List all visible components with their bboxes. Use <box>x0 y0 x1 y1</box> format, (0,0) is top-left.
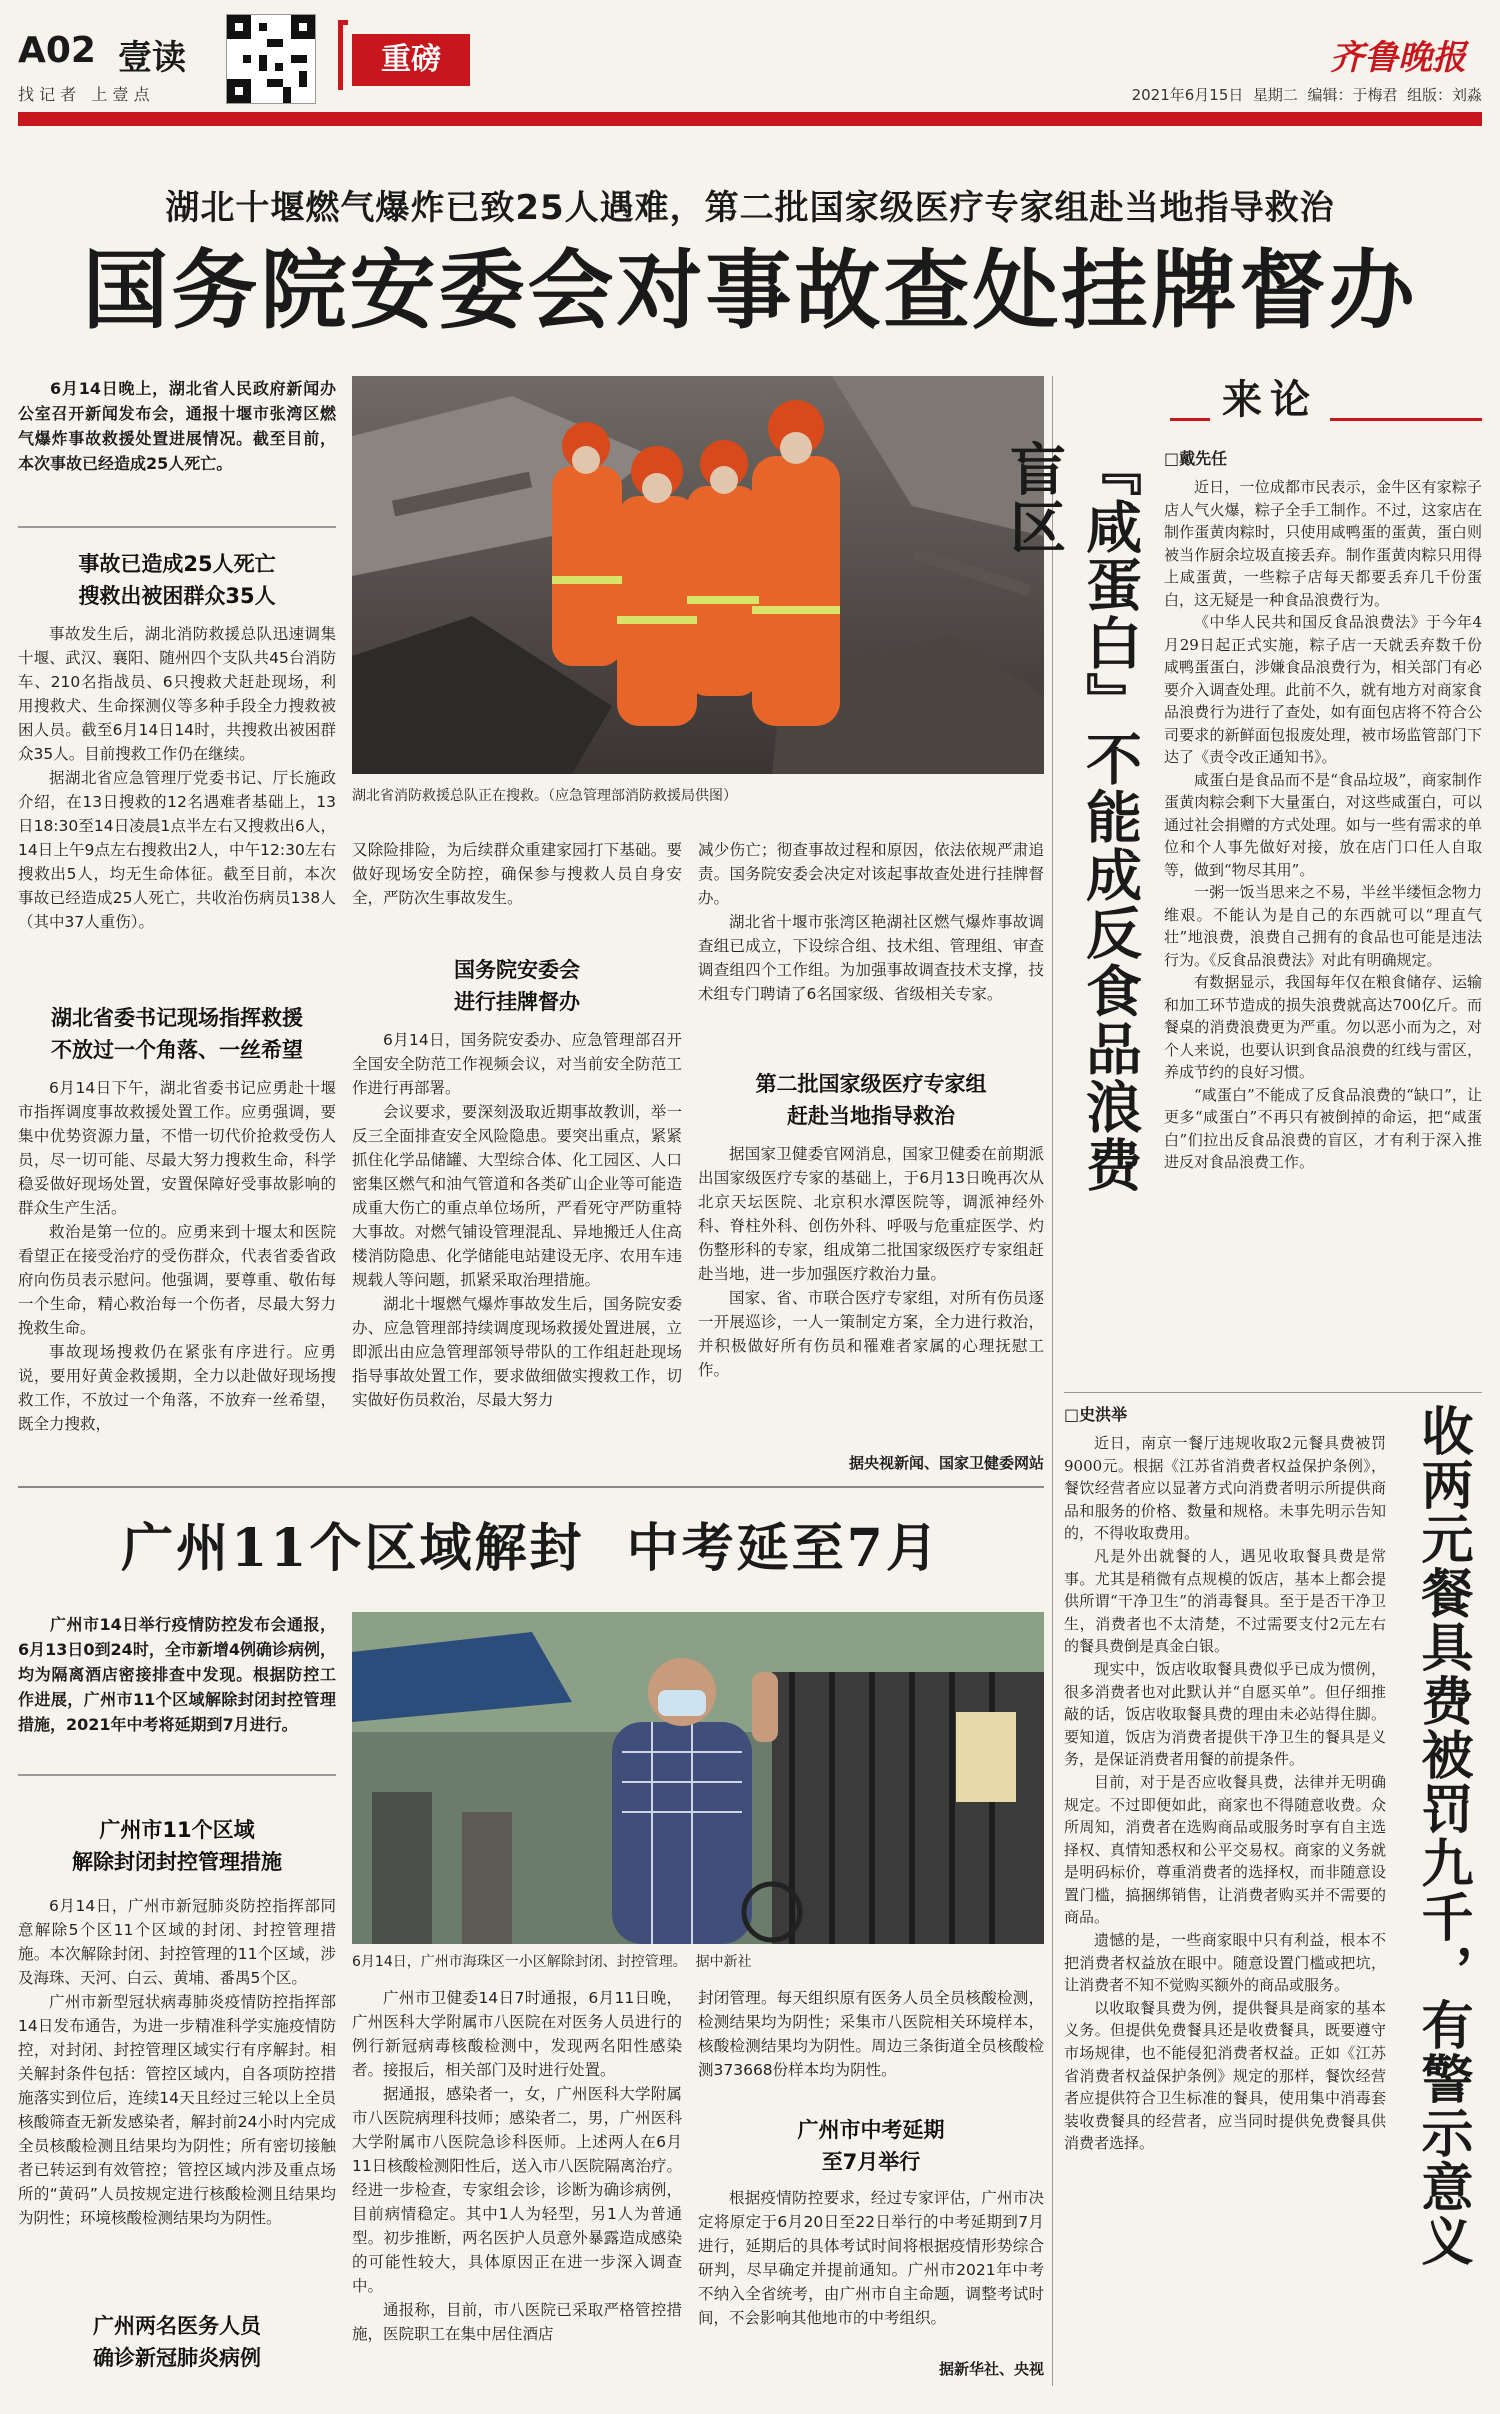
gz-sub-exam: 广州市中考延期 至7月举行 <box>797 2118 945 2174</box>
main-lead: 6月14日晚上，湖北省人民政府新闻办公室召开新闻发布会，通报十堰市张湾区燃气爆炸事故救援处置进展情况。截至目前，本次事故已经造成25人死亡。 <box>18 379 336 473</box>
qr-code-icon[interactable] <box>226 14 316 104</box>
page-number: A02 <box>18 30 96 71</box>
col1-text-b: 6月14日下午，湖北省委书记应勇赴十堰市指挥调度事故救援处置工作。应勇强调，要集中优势资源力量，不惜一切代价抢救受伤人员，尽一切可能、尽最大努力搜救生命，科学稳妥做好现场处置，安置保障好受事故影响的群众生产生活。 救治是第一位的。应勇来到十堰太和医院看望正在接受治疗的受伤群众，代表省委省政府向伤员表示慰问。他强调，要尊重、敬佑每一个生命，精心救治每一个伤者，尽最大努力挽救生命。 事故现场搜救仍在紧张有序进行。应勇说，要用好黄金救援期，全力以赴做好现场搜救工作，不放过一个角落，不放弃一丝希望，既全力搜救， <box>18 1079 336 1433</box>
opinion2-body: 近日，南京一餐厅违规收取2元餐具费被罚9000元。根据《江苏省消费者权益保护条例》，餐饮经营者应以显著方式向消费者明示所提供商品和服务的价格、数量和规格。未事先明示告知的，不得收取费用。 凡是外出就餐的人，遇见收取餐具费是常事。尤其是稍微有点规模的饭店，基本上都会提供所谓“干净卫生”的消毒餐具。至于是否干净卫生，消费者也不太清楚，不过需要支付2元左右的餐具费倒是真金白银。 现实中，饭店收取餐具费似乎已成为惯例，很多消费者也对此默认并“自愿买单”。但仔细推敲的话，饭店收取餐具费的理由未必站得住脚。要知道，饭店为消费者提供干净卫生的餐具是义务，是保证消费者用餐的前提条件。 目前，对于是否应收餐具费，法律并无明确规定。不过即便如此，商家也不得随意收费。众所周知，消费者在选购商品或服务时享有自主选择权、真情知悉权和公平交易权。商家的义务就是明码标价，尊重消费者的选择权，而非随意设置门槛，搞捆绑销售，让消费者购买并不需要的商品。 遗憾的是，一些商家眼中只有利益，根本不把消费者权益放在眼中。随意设置门槛或把坑，让消费者不知不觉购买额外的商品或服务。 以收取餐具费为例，提供餐具是商家的基本义务。但提供免费餐具还是收费餐具，既要遵守市场规律，也不能侵犯消费者权益。正如《江苏省消费者权益保护条例》规定的那样，餐饮经营者应提供符合卫生标准的餐具，使用集中消毒套装收费餐具的经营者，应当同时提供免费餐具供消费者选择。 <box>1064 1434 1386 2153</box>
col2-text-a: 又除险排险，为后续群众重建家园打下基础。要做好现场安全防控，确保参与搜救人员自身安全，严防次生事故发生。 <box>352 841 682 907</box>
right-column-divider <box>1052 376 1053 2386</box>
masthead-logo: 齐鲁晚报 <box>1330 38 1466 78</box>
col3-text-b: 据国家卫健委官网消息，国家卫健委在前期派出国家级医疗专家的基础上，于6月13日晚再次从北京天坛医院、北京积水潭医院等，调派神经外科、脊柱外科、创伤外科、呼吸与危重症医学、灼伤整形科的专家，组成第二批国家级医疗专家组赶赴当地，进一步加强医疗救治力量。 国家、省、市联合医疗专家组，对所有伤员逐一开展巡诊，一人一策制定方案，全力进行救治，并积极做好所有伤员和罹难者家属的心理抚慰工作。 <box>698 1145 1044 1379</box>
unlock-photo-caption: 6月14日，广州市海珠区一小区解除封闭、封控管理。 据中新社 <box>352 1954 752 1970</box>
section-name: 壹读 <box>118 38 186 78</box>
opinion1-body: 近日，一位成都市民表示，金牛区有家粽子店人气火爆，粽子全手工制作。不过，这家店在制作蛋黄肉粽时，只使用咸鸭蛋的蛋黄，蛋白则被当作厨余垃圾直接丢弃。制作蛋黄肉粽只用得上咸蛋黄，一些粽子店每天都要丢弃几千份蛋白，这无疑是一种食品浪费行为。 《中华人民共和国反食品浪费法》于今年4月29日起正式实施，粽子店一天就丢弃数千份咸鸭蛋蛋白，涉嫌食品浪费行为，相关部门有必要介入调查处理。此前不久，就有地方对商家食品浪费行为进行了查处，如有面包店将不符合公司要求的新鲜面包报废处理，被市场监管部门下达了《责令改正通知书》。 咸蛋白是食品而不是“食品垃圾”，商家制作蛋黄肉粽会剩下大量蛋白，对这些咸蛋白，可以通过社会捐赠的方式处理。如与一些有需求的单位和个人事先做好对接，放在店门口任人自取等，做到“物尽其用”。 一粥一饭当思来之不易，半丝半缕恒念物力维艰。不能认为是自己的东西就可以“理直气壮”地浪费，浪费自己拥有的食品也可能是违法行为。《反食品浪费法》对此有明确规定。 有数据显示，我国每年仅在粮食储存、运输和加工环节造成的损失浪费就高达700亿斤。而餐桌的消费浪费更为严重。勿以恶小而为之，对个人来说，也要认识到食品浪费的红线与雷区，养成节约的良好习惯。 “咸蛋白”不能成了反食品浪费的“缺口”，让更多“咸蛋白”不再只有被倒掉的命运，把“咸蛋白”们拉出反食品浪费的盲区，才有利于深入推进反对食品浪费工作。 <box>1164 478 1482 1171</box>
gz-col3-text-b: 根据疫情防控要求，经过专家评估，广州市决定将原定于6月20日至22日举行的中考延期到7月进行，延期后的具体考试时间将根据疫情形势综合研判，尽早确定并提前通知。广州市2021年中考不纳入全省统考，由广州市自主命题，调整考试时间，不会影响其他地市的中考组织。 <box>698 2189 1044 2327</box>
section-badge-bracket <box>338 20 348 90</box>
sub-death-toll: 事故已造成25人死亡 搜救出被困群众35人 <box>78 552 276 608</box>
col1-rule-top <box>18 526 336 528</box>
rescue-photo-caption: 湖北省消防救援总队正在搜救。（应急管理部消防救援局供图） <box>352 788 737 804</box>
gz-col1-text: 6月14日，广州市新冠肺炎防控指挥部同意解除5个区11个区域的封闭、封控管理措施。本次解除封闭、封控管理的11个区域，涉及海珠、天河、白云、黄埔、番禺5个区。 广州市新型冠状病毒肺炎疫情防控指挥部14日发布通告，为进一步精准科学实施疫情防控，对封闭、封控管理区域实行有序解封。相关解封条件包括：管控区域内，自各项防控措施落实到位后，连续14天且经过三轮以上全员核酸筛查无新发感染者，解封前24小时内完成全员核酸检测且结果均为阴性；所有密切接触者已转运到有效管控；管控区域内涉及重点场所的“黄码”人员按规定进行核酸检测且结果均为阴性；环境核酸检测结果均为阴性。 <box>18 1897 336 2227</box>
gz-sub-unlock: 广州市11个区域 解除封闭封控管理措施 <box>72 1818 282 1874</box>
header-rule <box>18 112 1482 126</box>
rescue-photo <box>352 376 1044 774</box>
gz-col1-rule <box>18 1774 336 1776</box>
page-header <box>0 0 1500 112</box>
section-divider <box>18 1486 1044 1488</box>
opinion1-author: □戴先任 <box>1164 449 1228 468</box>
main-source: 据央视新闻、国家卫健委网站 <box>848 1454 1044 1472</box>
gz-source: 据新华社、央视 <box>938 2360 1044 2378</box>
opinion2-author: □史洪举 <box>1064 1405 1128 1424</box>
kicker: 湖北十堰燃气爆炸已致25人遇难，第二批国家级医疗专家组赴当地指导救治 <box>165 188 1335 228</box>
gz-col3-text-a: 封闭管理。每天组织原有医务人员全员核酸检测，检测结果均为阴性；采集市八医院相关环境样本，核酸检测结果均为阴性。周边三条街道全员核酸检测373668份样本均为阴性。 <box>698 1989 1044 2079</box>
gz-sub-medics: 广州两名医务人员 确诊新冠肺炎病例 <box>93 2314 261 2370</box>
opinion-divider <box>1064 1392 1482 1393</box>
guangzhou-headline: 广州11个区域解封 中考延至7月 <box>121 1518 941 1579</box>
sub-medical-team: 第二批国家级医疗专家组 赶赴当地指导救治 <box>755 1072 987 1128</box>
col1-text-a: 事故发生后，湖北消防救援总队迅速调集十堰、武汉、襄阳、随州四个支队共45台消防车、210名指战员、6只搜救犬赶赴现场，利用搜救犬、生命探测仪等多种手段全力搜救被困人员。截至6月14日14时，共搜救出被困群众35人。目前搜救工作仍在继续。 据湖北省应急管理厅党委书记、厅长施政介绍，在13日搜救的12名遇难者基础上，13日18:30至14日凌晨1点半左右又搜救出6人，14日上午9点左右搜救出2人，中午12:30左右搜救出5人，均无生命体征。截至目前，本次事故已经造成25人死亡，共收治伤病员138人（其中37人重伤）。 <box>18 625 336 931</box>
opinion2-title: 收两元餐具费被罚九千，有警示意义 <box>1412 1404 1473 2268</box>
sub-party-secretary: 湖北省委书记现场指挥救援 不放过一个角落、一丝希望 <box>51 1006 303 1062</box>
col3-text-a: 减少伤亡；彻查事故过程和原因，依法依规严肃追责。国务院安委会决定对该起事故查处进行挂牌督办。 湖北省十堰市张湾区艳湖社区燃气爆炸事故调查组已成立，下设综合组、技术组、管理组、审查调查组四个工作组。为加强事故调查技术支撑，技术组专门聘请了6名国家级、省级相关专家。 <box>698 841 1044 1003</box>
opinion1-title: 『咸蛋白』不能成反食品浪费盲区 <box>1001 440 1143 1194</box>
main-headline: 国务院安委会对事故查处挂牌督办 <box>82 240 1418 341</box>
date-line: 2021年6月15日 星期二 编辑：于梅君 组版：刘淼 <box>1131 86 1482 104</box>
gz-col2-text: 广州市卫健委14日7时通报，6月11日晚，广州医科大学附属市八医院在对医务人员进行的例行新冠病毒核酸检测中，发现两名阳性感染者。接报后，相关部门及时进行处置。 据通报，感染者一，女，广州医科大学附属市八医院病理科技师；感染者二，男，广州医科大学附属市八医院急诊科医师。上述两人在6月11日核酸检测阳性后，送入市八医院隔离治疗。经进一步检查，专家组会诊，诊断为确诊病例，目前病情稳定。其中1人为轻型，另1人为普通型。初步推断，两名医护人员意外暴露造成感染的可能性较大，具体原因正在进一步深入调查中。 通报称，目前，市八医院已采取严格管控措施，医院职工在集中居住酒店 <box>352 1989 682 2343</box>
unlock-photo <box>352 1612 1044 1944</box>
guangzhou-lead: 广州市14日举行疫情防控发布会通报，6月13日0到24时，全市新增4例确诊病例，均为隔离酒店密接排查中发现。根据防控工作进展，广州市11个区域解除封闭封控管理措施，2021年中考将延期到7月进行。 <box>18 1615 336 1734</box>
opinion-column-title: 来论 <box>1210 368 1330 425</box>
sub-state-council: 国务院安委会 进行挂牌督办 <box>454 958 580 1014</box>
slogan: 找 记 者 上 壹 点 <box>18 85 150 104</box>
section-badge: 重磅 <box>352 34 470 86</box>
col2-text-b: 6月14日，国务院安委办、应急管理部召开全国安全防范工作视频会议，对当前安全防范工作进行再部署。 会议要求，要深刻汲取近期事故教训，举一反三全面排查安全风险隐患。要突出重点，紧紧抓住化学品储罐、大型综合体、化工园区、人口密集区燃气和油气管道和各类矿山企业等可能造成重大伤亡的重点单位场所，严看死守严防重特大事故。对燃气铺设管理混乱、异地搬迁人住高楼消防隐患、化学储能电站建设无序、农用车违规载人等问题，抓紧采取治理措施。 湖北十堰燃气爆炸事故发生后，国务院安委办、应急管理部持续调度现场救援处置进展，立即派出由应急管理部领导带队的工作组赶赴现场指导事故处置工作，要求做细做实搜救工作，切实做好伤员救治，尽最大努力 <box>352 1031 682 1409</box>
